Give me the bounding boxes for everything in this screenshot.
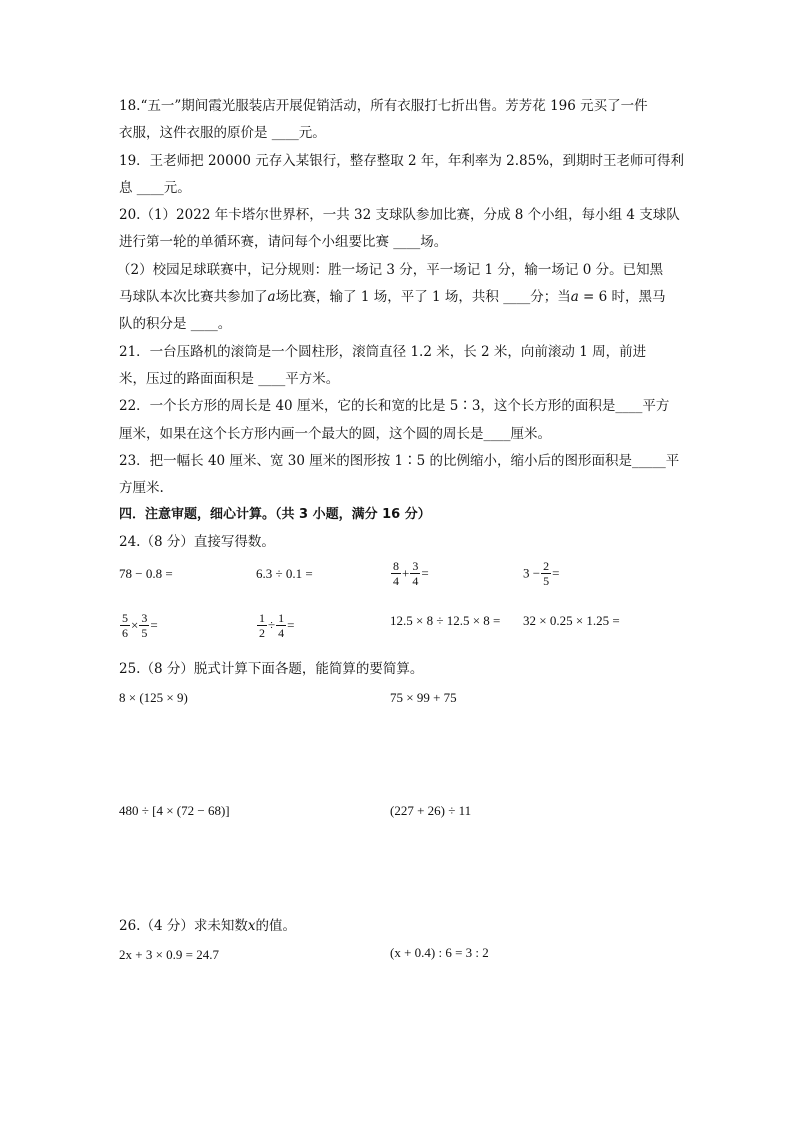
fraction: $\frac{3}{4}$ <box>412 559 419 588</box>
q24-expr-h: 32 × 0.25 × 1.25 = <box>523 613 620 628</box>
fraction: $\frac{8}{4}$ <box>393 559 399 588</box>
fraction: $\frac{1}{4}$ <box>278 611 285 640</box>
q18-line2: 衣服，这件衣服的原价是 ____元。 <box>119 125 326 141</box>
fraction: $\frac{2}{5}$ <box>543 559 550 588</box>
variable-a: a <box>570 289 579 305</box>
variable-a: a <box>267 289 276 305</box>
q24-expr-f: $\frac{1}{2}$ ÷ $\frac{1}{4}$ = <box>259 611 295 640</box>
q26-title: 26.（4 分）求未知数x的值。 <box>119 918 296 934</box>
q24-expr-a: 78 − 0.8 = <box>119 566 173 581</box>
q24-expr-c: $\frac{8}{4}$ + $\frac{3}{4}$ = <box>393 559 429 588</box>
q22-line2: 厘米，如果在这个长方形内画一个最大的圆，这个圆的周长是____厘米。 <box>119 426 551 442</box>
q24-expr-e: $\frac{5}{6}$ × $\frac{3}{5}$ = <box>122 611 158 640</box>
q21-line1: 21．一台压路机的滚筒是一个圆柱形，滚筒直径 1.2 米，长 2 米，向前滚动 1 周，前进 <box>119 344 647 360</box>
q24-expr-g: 12.5 × 8 ÷ 12.5 × 8 = <box>390 613 501 628</box>
q23-line2: 方厘米. <box>119 480 164 496</box>
fraction: $\frac{1}{2}$ <box>259 611 265 640</box>
q20-line1: 20.（1）2022 年卡塔尔世界杯，一共 32 支球队参加比赛，分成 8 个小组，每小组 4 支球队 <box>119 207 680 223</box>
q19-line1: 19．王老师把 20000 元存入某银行，整存整取 2 年，年利率为 2.85%，到期时王老师可得利 <box>119 153 685 169</box>
q26-equation-a: 2x + 3 × 0.9 = 24.7 <box>119 947 219 962</box>
section-4-heading: 四．注意审题，细心计算。（共 3 小题，满分 16 分） <box>119 507 431 522</box>
q20-line4-a: 马球队本次比赛共参加了 <box>119 289 268 305</box>
q18-line1: 18.“五一”期间霞光服装店开展促销活动，所有衣服打七折出售。芳芳花 196 元买了一件 <box>119 98 648 114</box>
variable-x: x <box>247 918 256 934</box>
q20-line4-b: 场比赛，输了 1 场，平了 1 场，共积 ____分；当 <box>275 289 571 305</box>
q20-line2: 进行第一轮的单循环赛，请问每个小组要比赛 ____场。 <box>119 234 448 250</box>
q24-expr-d: 3 − $\frac{2}{5}$ = <box>523 559 560 588</box>
q24-title: 24.（8 分）直接写得数。 <box>119 534 275 550</box>
q26-equation-b: (x + 0.4) : 6 = 3 : 2 <box>390 945 489 960</box>
fraction: $\frac{3}{5}$ <box>141 611 148 640</box>
q20-line4-c: = 6 时，黑马 <box>578 289 666 305</box>
fraction: $\frac{5}{6}$ <box>122 611 128 640</box>
q24-expr-b: 6.3 ÷ 0.1 = <box>256 566 313 581</box>
q25-title: 25.（8 分）脱式计算下面各题，能简算的要简算。 <box>119 661 424 677</box>
q22-line1: 22．一个长方形的周长是 40 厘米，它的长和宽的比是 5∶3，这个长方形的面积是____平方 <box>119 398 670 414</box>
q23-line1: 23．把一幅长 40 厘米、宽 30 厘米的图形按 1∶5 的比例缩小，缩小后的图形面积是_____平 <box>119 453 680 469</box>
q20-line3: （2）校园足球联赛中，记分规则：胜一场记 3 分，平一场记 1 分，输一场记 0 分。已知黑 <box>117 262 664 278</box>
q20-line5: 队的积分是 ____。 <box>119 316 232 332</box>
q25-expr-c: 480 ÷ [4 × (72 − 68)] <box>119 803 230 818</box>
q25-expr-d: (227 + 26) ÷ 11 <box>390 803 472 818</box>
q25-expr-b: 75 × 99 + 75 <box>390 690 457 705</box>
q20-line4 <box>119 288 666 306</box>
q21-line2: 米，压过的路面面积是 ____平方米。 <box>119 371 340 387</box>
q19-line2: 息 ____元。 <box>119 180 191 196</box>
q25-expr-a: 8 × (125 × 9) <box>119 690 188 705</box>
